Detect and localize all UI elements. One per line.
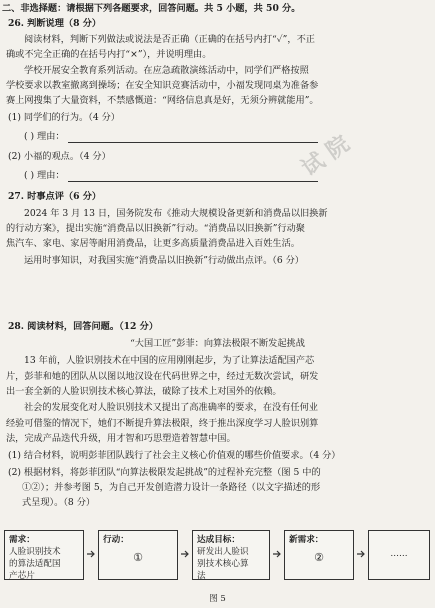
answer-line	[68, 132, 318, 143]
q28-material-line: 13 年前，人脸识别技术在中国的应用刚刚起步，为了让算法适配国产芯	[24, 355, 315, 366]
q28-sub-question-2-cont: 式呈现）。（8 分）	[22, 497, 96, 508]
flow-blank-marker: ①	[133, 551, 143, 564]
flow-box-text: 别技术核心算	[197, 559, 249, 569]
q28-material-line: 社会的发展变化对人脸识别技术又提出了高准确率的要求，在没有任何业	[24, 402, 318, 413]
q27-material-line: 焦汽车、家电、家居等耐用消费品，让更多高质量消费品进入百姓生活。	[6, 238, 300, 249]
q28-subtitle: “大国工匠”彭菲：向算法极限不断发起挑战	[130, 338, 305, 349]
flow-box-heading: 需求：	[9, 535, 35, 545]
q28-material-line: 经验可借鉴的情况下，她们不断提升算法极限，终于推出深度学习人脸识别算	[6, 418, 319, 429]
flow-box-text: 产芯片	[9, 571, 35, 581]
arrow-right-icon	[272, 549, 282, 559]
flow-box-goal	[192, 530, 270, 580]
q26-intro-line: 确或不完全正确的在括号内打“×”），并说明理由。	[6, 49, 212, 60]
q28-sub-question-2: (2) 根据材料，将彭菲团队“向算法极限发起挑战”的过程补充完整（图 5 中的	[8, 467, 321, 478]
q26-intro-line: 阅读材料，判断下列做法或说法是否正确（正确的在括号内打“✓”，不正	[24, 34, 315, 45]
flow-box-heading: 行动：	[103, 535, 129, 545]
flow-box-continue	[368, 530, 430, 580]
q26-material-line: 赛上网搜集了大量资料，不禁感慨道：“网络信息真是好，无须分辨就能用”。	[6, 95, 319, 106]
q28-material-line: 片，彭菲和她的团队从以图以地汉设在代码世界之中，经过无数次尝试，研发	[6, 371, 319, 382]
flow-blank-marker: ②	[314, 551, 324, 564]
q27-material-line: 2024 年 3 月 13 日，国务院发布《推动大规模设备更新和消费品以旧换新	[24, 208, 328, 219]
figure-caption: 图 5	[209, 594, 226, 604]
q27-material-line: 的行动方案》，提出实施“消费品以旧换新”行动。“消费品以旧换新”行动聚	[6, 223, 305, 234]
flow-ellipsis: ……	[390, 549, 408, 559]
q26-blank-label: ( ) 理由：	[24, 170, 65, 181]
q26-title: 26. 判断说理（8 分）	[8, 18, 102, 29]
flow-box-action[interactable]	[98, 530, 178, 580]
q26-blank-label: ( ) 理由：	[24, 131, 65, 142]
q28-sub-question-2-cont: ①②）；并参考图 5，为自己开发创造潜力设计一条路径（以文字描述的形	[22, 482, 321, 493]
flow-box-text: 研发出人脸识	[197, 547, 249, 557]
arrow-right-icon	[86, 549, 96, 559]
flow-box-new-need[interactable]	[284, 530, 354, 580]
q28-title: 28. 阅读材料，回答问题。（12 分）	[8, 321, 159, 332]
q27-question: 运用时事知识，对我国实施“消费品以旧换新”行动做出点评。（6 分）	[24, 255, 304, 266]
q26-item-1: (1) 同学们的行为。（4 分）	[8, 112, 120, 123]
watermark: 试 院	[296, 130, 355, 182]
section-header: 二、非选择题：请根据下列各题要求，回答问题。共 5 小题，共 50 分。	[2, 3, 301, 14]
q26-material-line: 学校开展安全教育系列活动。在应急疏散演练活动中，同学们严格按照	[24, 65, 309, 76]
q26-answer-blank-1[interactable]	[24, 130, 435, 143]
q26-answer-blank-2[interactable]	[24, 169, 435, 182]
flow-box-text: 人脸识别技术	[9, 547, 61, 557]
flow-box-need	[4, 530, 84, 580]
flow-box-text: 的算法适配国	[9, 559, 61, 569]
q28-sub-question-1: (1) 结合材料，说明彭菲团队践行了社会主义核心价值观的哪些价值要求。（4 分）	[8, 450, 341, 461]
flow-box-heading: 达成目标：	[197, 535, 240, 545]
q26-item-2: (2) 小福的观点。（4 分）	[8, 151, 111, 162]
answer-line	[68, 171, 318, 182]
q27-title: 27. 时事点评（6 分）	[8, 191, 102, 202]
figure-5-flow-diagram	[4, 530, 431, 586]
q28-material-line: 法，完成产品迭代升级，用才智和巧思塑造着智慧中国。	[6, 433, 236, 444]
q26-material-line: 学校要求以教室撤离到操场；在安全知识竞赛活动中，小福发现同桌为准备参	[6, 80, 319, 91]
q28-material-line: 出一套全新的人脸识别技术核心算法，破除了技术上对国外的依赖。	[6, 386, 282, 397]
arrow-right-icon	[356, 549, 366, 559]
flow-box-heading: 新需求：	[289, 535, 324, 545]
arrow-right-icon	[180, 549, 190, 559]
flow-box-text: 法	[197, 571, 206, 581]
